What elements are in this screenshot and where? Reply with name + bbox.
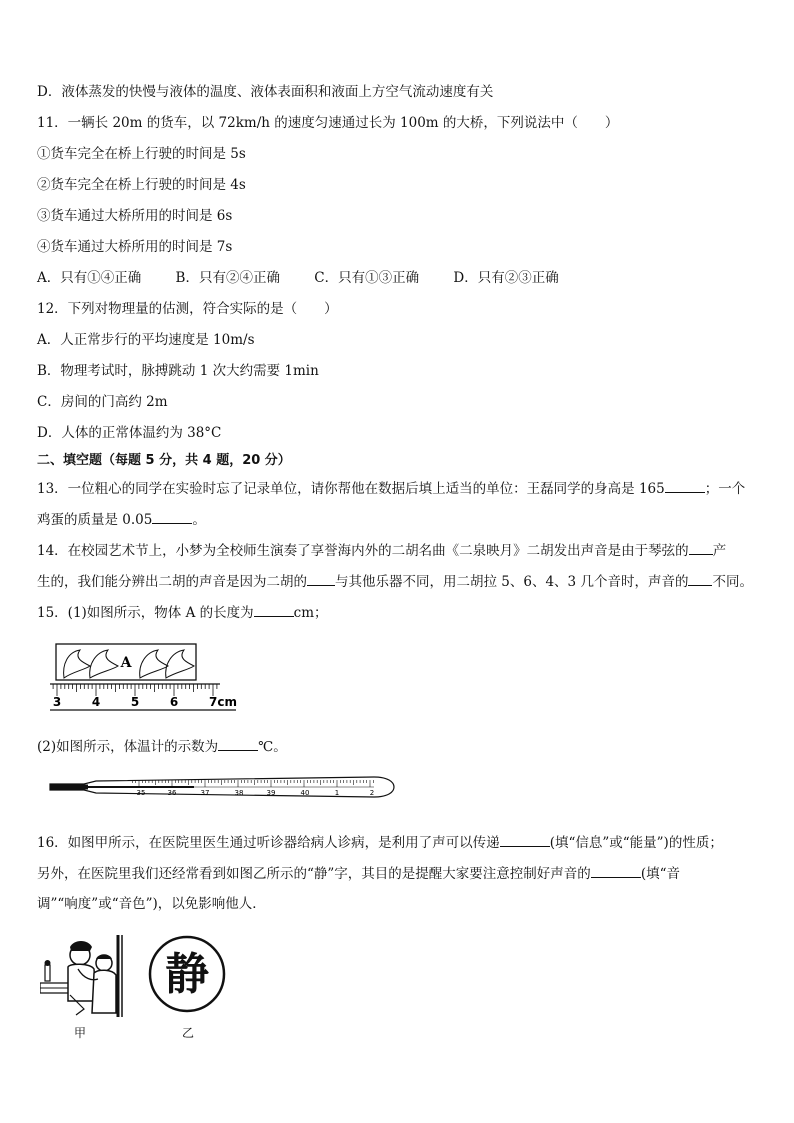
q14-text-4: 与其他乐器不同，用二胡拉 5、6、4、3 几个音时，声音的 — [335, 574, 689, 590]
q14-text-3: 生的，我们能分辨出二胡的声音是因为二胡的 — [37, 574, 307, 590]
q12-option-a[interactable]: A．人正常步行的平均速度是 10m/s — [37, 332, 255, 348]
q11-options — [37, 269, 589, 287]
thermo-label-37: 37 — [200, 789, 210, 797]
figure-label-jia: 甲 — [74, 1026, 87, 1040]
thermo-label-39: 39 — [266, 789, 276, 797]
q14-blank-1[interactable] — [689, 541, 713, 555]
q14-text-1: 14．在校园艺术节上，小梦为全校师生演奏了享誉海内外的二胡名曲《二泉映月》二胡发出声音是由于琴弦的 — [37, 543, 689, 559]
q13-text-2: ；一个 — [704, 481, 746, 497]
q13-blank-mass-unit[interactable] — [152, 510, 192, 524]
ruler-label-4: 4 — [91, 695, 101, 709]
thermometer-bulb — [50, 785, 88, 790]
q12-option-b[interactable]: B．物理考试时，脉搏跳动 1 次大约需要 1min — [37, 363, 319, 379]
ruler-figure — [44, 640, 244, 716]
thermometer-figure — [44, 772, 404, 802]
ruler-label-3: 3 — [52, 695, 62, 709]
q14-blank-3[interactable] — [688, 572, 712, 586]
q11-statement-1: ①货车完全在桥上行驶的时间是 5s — [37, 146, 246, 162]
object-a — [56, 644, 196, 680]
q16-line-3: 调”“响度”或“音色”)，以免影响他人． — [37, 896, 266, 912]
q15-blank-length[interactable] — [254, 603, 294, 617]
q15-text-4: ℃。 — [258, 739, 287, 755]
q16-blank-2[interactable] — [591, 864, 641, 878]
q11-statement-3: ③货车通过大桥所用的时间是 6s — [37, 208, 233, 224]
q16-text-3: 另外，在医院里我们还经常看到如图乙所示的“静”字，其目的是提醒大家要注意控制好声音的 — [37, 866, 591, 882]
q14-line-2 — [37, 572, 753, 591]
ruler-label-6: 6 — [169, 695, 179, 709]
q14-line-1 — [37, 541, 726, 560]
q11-option-c[interactable]: C．只有①③正确 — [314, 270, 420, 286]
q16-text-1: 16．如图甲所示，在医院里医生通过听诊器给病人诊病，是利用了声可以传递 — [37, 835, 500, 851]
q13-line-2 — [37, 510, 206, 529]
q12-option-c[interactable]: C．房间的门高约 2m — [37, 394, 168, 410]
q16-blank-1[interactable] — [500, 833, 550, 847]
q11-option-d[interactable]: D．只有②③正确 — [453, 270, 559, 286]
quiet-sign-character: 静 — [165, 949, 209, 1000]
q12-stem: 12．下列对物理量的估测，符合实际的是（ ） — [37, 301, 338, 317]
object-a-label: A — [120, 655, 132, 671]
q15-text-2: cm； — [293, 605, 328, 621]
q16-text-2: (填“信息”或“能量”)的性质； — [549, 835, 723, 851]
q15-blank-temperature[interactable] — [218, 737, 258, 751]
q10-option-d: D．液体蒸发的快慢与液体的温度、液体表面积和液面上方空气流动速度有关 — [37, 84, 494, 100]
thermo-label-40: 40 — [300, 789, 310, 797]
thermo-label-38: 38 — [234, 789, 244, 797]
q13-text-1: 13．一位粗心的同学在实验时忘了记录单位，请你帮他在数据后填上适当的单位：王磊同学的身高是 165 — [37, 481, 665, 497]
q13-blank-height-unit[interactable] — [665, 479, 705, 493]
q11-statement-2: ②货车完全在桥上行驶的时间是 4s — [37, 177, 246, 193]
q16-line-1 — [37, 833, 723, 852]
q11-stem: 11．一辆长 20m 的货车，以 72km/h 的速度匀速通过长为 100m 的大桥，下列说法中（ ） — [37, 115, 619, 131]
q14-blank-2[interactable] — [307, 572, 335, 586]
thermo-label-42: 2 — [369, 789, 375, 797]
q11-option-b[interactable]: B．只有②④正确 — [175, 270, 280, 286]
q14-text-5: 不同。 — [712, 574, 753, 590]
q11-statement-4: ④货车通过大桥所用的时间是 7s — [37, 239, 233, 255]
q15-part-1 — [37, 603, 328, 622]
q13-line-1 — [37, 479, 745, 498]
q13-text-3: 鸡蛋的质量是 0.05 — [37, 512, 153, 528]
ruler-label-5: 5 — [130, 695, 140, 709]
section-heading-fill-blank: 二、填空题（每题 5 分，共 4 题，20 分） — [37, 453, 291, 468]
q11-option-a[interactable]: A．只有①④正确 — [37, 270, 142, 286]
q13-text-4: 。 — [192, 512, 206, 528]
q15-part-2 — [37, 737, 287, 756]
quiet-sign-figure — [147, 934, 227, 1014]
q16-text-4: (填“音 — [640, 866, 680, 882]
figure-label-yi: 乙 — [182, 1026, 195, 1040]
q12-option-d[interactable]: D．人体的正常体温约为 38°C — [37, 425, 222, 441]
q14-text-2: 产 — [712, 543, 727, 559]
q15-text-3: (2)如图所示，体温计的示数为 — [37, 739, 219, 755]
thermo-label-41: 1 — [334, 789, 340, 797]
q16-line-2 — [37, 864, 680, 883]
thermo-label-36: 36 — [167, 789, 177, 797]
thermo-label-35: 35 — [136, 789, 146, 797]
doctor-stethoscope-figure — [40, 935, 126, 1021]
ruler-label-7cm: 7cm — [209, 695, 237, 709]
q15-text-1: 15．(1)如图所示，物体 A 的长度为 — [37, 605, 254, 621]
